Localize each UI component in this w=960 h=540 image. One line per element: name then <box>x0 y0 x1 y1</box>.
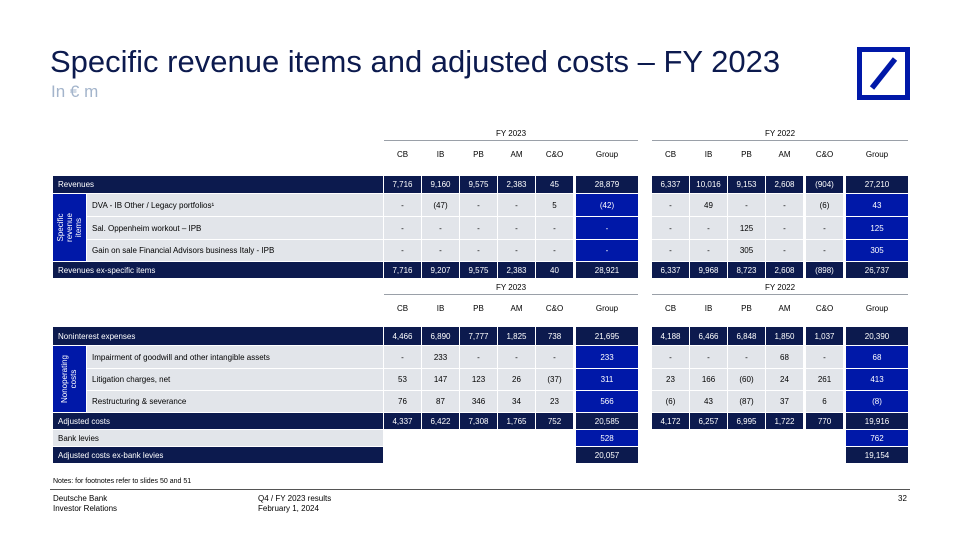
value-cell <box>536 430 573 446</box>
column-header: AM <box>510 150 523 159</box>
column-header: CB <box>664 150 677 159</box>
value-cell: 413 <box>846 369 908 390</box>
row-label: Impairment of goodwill and other intangible assets <box>87 346 383 368</box>
value-cell: 752 <box>536 413 573 429</box>
value-cell: 528 <box>576 430 638 446</box>
column-header: C&O <box>545 150 564 159</box>
value-cell: - <box>384 217 421 239</box>
value-cell: 9,575 <box>460 176 497 193</box>
value-cell <box>422 447 459 463</box>
value-cell <box>766 447 803 463</box>
value-cell: - <box>652 240 689 261</box>
deutsche-bank-logo <box>857 47 910 100</box>
value-cell: 68 <box>846 346 908 368</box>
value-cell: 4,466 <box>384 327 421 345</box>
value-cell: 43 <box>846 194 908 216</box>
value-cell <box>690 447 727 463</box>
value-cell: (60) <box>728 369 765 390</box>
value-cell: 7,716 <box>384 262 421 278</box>
column-header: CB <box>664 304 677 313</box>
column-header: PB <box>473 304 484 313</box>
page-subtitle: In € m <box>51 82 99 101</box>
value-cell <box>652 430 689 446</box>
value-cell: 27,210 <box>846 176 908 193</box>
value-cell: (47) <box>422 194 459 216</box>
value-cell: 6 <box>806 391 843 412</box>
column-header: C&O <box>545 304 564 313</box>
column-header: IB <box>704 304 713 313</box>
footer-org-line1: Deutsche Bank <box>53 494 108 503</box>
row-label: Sal. Oppenheim workout – IPB <box>87 217 383 239</box>
footer-doc-line1: Q4 / FY 2023 results <box>258 494 332 503</box>
value-cell: 20,585 <box>576 413 638 429</box>
column-header: Group <box>595 150 619 159</box>
column-header: IB <box>704 150 713 159</box>
value-cell: 2,608 <box>766 176 803 193</box>
value-cell: 738 <box>536 327 573 345</box>
value-cell: 305 <box>846 240 908 261</box>
value-cell: 9,160 <box>422 176 459 193</box>
side-category-label <box>53 346 86 412</box>
value-cell: 8,723 <box>728 262 765 278</box>
value-cell: - <box>460 240 497 261</box>
row-label: Gain on sale Financial Advisors business Italy - IPB <box>87 240 383 261</box>
row-label: Bank levies <box>53 430 383 446</box>
value-cell: 76 <box>384 391 421 412</box>
value-cell: 6,422 <box>422 413 459 429</box>
value-cell: 2,383 <box>498 176 535 193</box>
value-cell: 87 <box>422 391 459 412</box>
value-cell <box>728 430 765 446</box>
value-cell: 4,188 <box>652 327 689 345</box>
value-cell: 20,057 <box>576 447 638 463</box>
value-cell: 166 <box>690 369 727 390</box>
row-label: Noninterest expenses <box>53 327 383 345</box>
row-label: Restructuring & severance <box>87 391 383 412</box>
value-cell: - <box>460 217 497 239</box>
value-cell: 37 <box>766 391 803 412</box>
value-cell: 9,207 <box>422 262 459 278</box>
value-cell: 26,737 <box>846 262 908 278</box>
value-cell <box>690 430 727 446</box>
value-cell: - <box>690 346 727 368</box>
column-header: AM <box>778 150 791 159</box>
value-cell: - <box>806 346 843 368</box>
value-cell: - <box>384 240 421 261</box>
row-label: Litigation charges, net <box>87 369 383 390</box>
value-cell <box>806 447 843 463</box>
value-cell: 123 <box>460 369 497 390</box>
value-cell: 10,016 <box>690 176 727 193</box>
value-cell: (42) <box>576 194 638 216</box>
value-cell: (6) <box>652 391 689 412</box>
value-cell: 23 <box>536 391 573 412</box>
row-label: Adjusted costs ex-bank levies <box>53 447 383 463</box>
value-cell: - <box>460 346 497 368</box>
value-cell: - <box>384 346 421 368</box>
column-header: Group <box>865 304 889 313</box>
value-cell: 21,695 <box>576 327 638 345</box>
value-cell: 566 <box>576 391 638 412</box>
value-cell: - <box>422 217 459 239</box>
value-cell: 6,890 <box>422 327 459 345</box>
value-cell: 1,037 <box>806 327 843 345</box>
year-header-fy2022: FY 2022 <box>652 283 908 295</box>
value-cell: 6,466 <box>690 327 727 345</box>
value-cell: - <box>384 194 421 216</box>
column-header: Group <box>865 150 889 159</box>
value-cell: 4,172 <box>652 413 689 429</box>
value-cell <box>422 430 459 446</box>
column-header: CB <box>396 304 409 313</box>
value-cell: (8) <box>846 391 908 412</box>
column-header: C&O <box>815 304 834 313</box>
footer-doc-line2: February 1, 2024 <box>258 504 319 513</box>
value-cell: 45 <box>536 176 573 193</box>
value-cell: - <box>652 346 689 368</box>
column-header: IB <box>436 150 445 159</box>
value-cell: 68 <box>766 346 803 368</box>
row-label: Adjusted costs <box>53 413 383 429</box>
value-cell: 233 <box>576 346 638 368</box>
value-cell: 28,879 <box>576 176 638 193</box>
value-cell: 1,825 <box>498 327 535 345</box>
footer-organization <box>53 494 117 514</box>
value-cell: - <box>652 217 689 239</box>
footer-divider <box>50 489 910 490</box>
value-cell: 49 <box>690 194 727 216</box>
value-cell: 9,153 <box>728 176 765 193</box>
footnote-text: Notes: for footnotes refer to slides 50 and 51 <box>53 478 192 485</box>
value-cell: 53 <box>384 369 421 390</box>
year-header-fy2023: FY 2023 <box>384 129 638 141</box>
value-cell: 26 <box>498 369 535 390</box>
footer-document <box>258 494 331 514</box>
value-cell: - <box>690 217 727 239</box>
column-header: C&O <box>815 150 834 159</box>
value-cell: - <box>728 194 765 216</box>
value-cell: 305 <box>728 240 765 261</box>
value-cell: 233 <box>422 346 459 368</box>
slash-square-icon <box>862 52 905 95</box>
value-cell <box>498 447 535 463</box>
column-header: AM <box>778 304 791 313</box>
value-cell: - <box>498 217 535 239</box>
row-label: Revenues <box>53 176 383 193</box>
value-cell <box>498 430 535 446</box>
value-cell: 9,575 <box>460 262 497 278</box>
column-header: PB <box>741 304 752 313</box>
value-cell: - <box>806 240 843 261</box>
value-cell: - <box>498 240 535 261</box>
value-cell: - <box>728 346 765 368</box>
value-cell: 2,608 <box>766 262 803 278</box>
value-cell: 762 <box>846 430 908 446</box>
value-cell: - <box>498 346 535 368</box>
value-cell: - <box>652 194 689 216</box>
value-cell: 1,722 <box>766 413 803 429</box>
value-cell: 770 <box>806 413 843 429</box>
page-number: 32 <box>898 494 907 503</box>
value-cell: 6,337 <box>652 176 689 193</box>
footer-org-line2: Investor Relations <box>53 504 118 513</box>
value-cell: - <box>536 346 573 368</box>
column-header: PB <box>473 150 484 159</box>
value-cell: - <box>766 240 803 261</box>
column-header: PB <box>741 150 752 159</box>
value-cell <box>766 430 803 446</box>
value-cell <box>652 447 689 463</box>
value-cell: - <box>460 194 497 216</box>
value-cell: 6,337 <box>652 262 689 278</box>
column-header: CB <box>396 150 409 159</box>
column-header: IB <box>436 304 445 313</box>
value-cell: - <box>766 194 803 216</box>
value-cell: (6) <box>806 194 843 216</box>
value-cell: 34 <box>498 391 535 412</box>
value-cell: (898) <box>806 262 843 278</box>
value-cell <box>806 430 843 446</box>
value-cell: 20,390 <box>846 327 908 345</box>
value-cell: 6,995 <box>728 413 765 429</box>
value-cell: 28,921 <box>576 262 638 278</box>
value-cell: 125 <box>846 217 908 239</box>
value-cell: (87) <box>728 391 765 412</box>
value-cell: 4,337 <box>384 413 421 429</box>
side-category-label <box>53 194 86 261</box>
year-header-fy2023: FY 2023 <box>384 283 638 295</box>
value-cell: 24 <box>766 369 803 390</box>
value-cell: - <box>536 240 573 261</box>
value-cell: 19,154 <box>846 447 908 463</box>
column-header: AM <box>510 304 523 313</box>
value-cell: 6,848 <box>728 327 765 345</box>
value-cell: 9,968 <box>690 262 727 278</box>
value-cell: 7,716 <box>384 176 421 193</box>
value-cell: 346 <box>460 391 497 412</box>
value-cell: - <box>576 240 638 261</box>
value-cell <box>728 447 765 463</box>
row-label: Revenues ex-specific items <box>53 262 383 278</box>
value-cell: 19,916 <box>846 413 908 429</box>
column-header: Group <box>595 304 619 313</box>
value-cell: - <box>498 194 535 216</box>
value-cell: 7,308 <box>460 413 497 429</box>
value-cell <box>384 447 421 463</box>
value-cell: 40 <box>536 262 573 278</box>
value-cell: (904) <box>806 176 843 193</box>
value-cell: - <box>766 217 803 239</box>
value-cell <box>384 430 421 446</box>
value-cell <box>460 447 497 463</box>
value-cell: 43 <box>690 391 727 412</box>
value-cell: - <box>422 240 459 261</box>
row-label: DVA - IB Other / Legacy portfolios¹ <box>87 194 383 216</box>
page-title: Specific revenue items and adjusted costs – FY 2023 <box>50 44 781 79</box>
value-cell: 5 <box>536 194 573 216</box>
value-cell: 261 <box>806 369 843 390</box>
value-cell: - <box>806 217 843 239</box>
value-cell: - <box>536 217 573 239</box>
value-cell: 23 <box>652 369 689 390</box>
value-cell: 1,765 <box>498 413 535 429</box>
side-category-text: Specific revenue items <box>56 213 83 242</box>
value-cell: - <box>576 217 638 239</box>
value-cell: 6,257 <box>690 413 727 429</box>
value-cell <box>536 447 573 463</box>
side-category-text: Nonoperating costs <box>60 354 79 404</box>
value-cell: 2,383 <box>498 262 535 278</box>
value-cell: 147 <box>422 369 459 390</box>
value-cell: 125 <box>728 217 765 239</box>
value-cell: (37) <box>536 369 573 390</box>
value-cell: - <box>690 240 727 261</box>
year-header-fy2022: FY 2022 <box>652 129 908 141</box>
value-cell: 1,850 <box>766 327 803 345</box>
value-cell <box>460 430 497 446</box>
value-cell: 311 <box>576 369 638 390</box>
value-cell: 7,777 <box>460 327 497 345</box>
